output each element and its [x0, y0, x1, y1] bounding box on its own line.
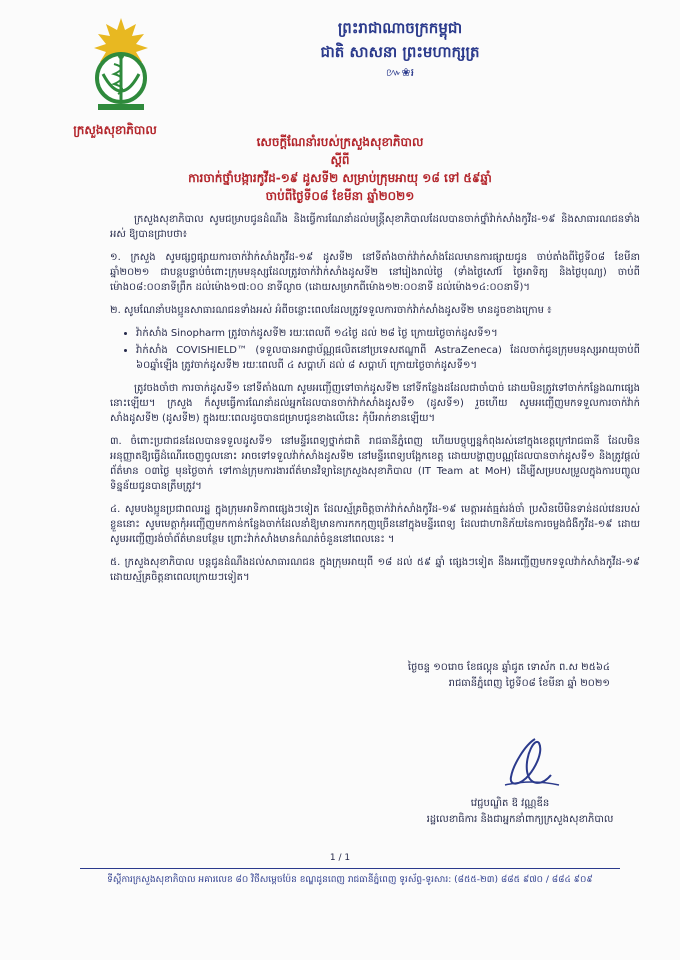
national-motto: ជាតិ សាសនា ព្រះមហាក្សត្រ: [320, 43, 480, 61]
signer-name: វេជ្ជបណ្ឌិត ឱ វណ្ណឌីន: [470, 798, 550, 809]
signer-title: រដ្ឋលេខាធិការ និងជាអ្នកនាំពាក្យក្រសួងសុខាភិបាល: [426, 814, 614, 825]
vaccine-interval-list: [110, 326, 640, 373]
list-item: • វ៉ាក់សាំង COVISHIELD™ (ទទួលបានអាជ្ញាប័ណ្ណផលិតនៅប្រទេសឥណ្ឌាពី AstraZeneca) ដែលចាក់ជូនក្រុមមនុស្សអាយុចាប់ពី ៦០ឆ្នាំឡើង ត្រូវចាក់ដូសទី២ រយៈពេលពី ៤ សប្តាហ៍ ដល់ ៨ សប្តាហ៍ ក្រោយថ្ងៃចាក់ដូសទី១។: [136, 343, 640, 373]
paragraph-2b: ត្រូវចងចាំថា ការចាក់ដូសទី១ នៅទីតាំងណា សូមអញ្ជើញទៅចាក់ដូសទី២ នៅទីកន្លែងដដែលជាចាំបាច់ ដោយមិនត្រូវទៅចាក់កន្លែងណាផ្សេងនោះឡើយ។ ក្រសួង ក៏សូមធ្វើការណែនាំដល់អ្នកដែលបានចាក់វ៉ាក់សាំងដូសទី១ (ដូសទី១) រួចហើយ សូមអញ្ជើញមកទទួលការចាក់វ៉ាក់សាំងដូសទី២ (ដូសទី២) ក្នុងរយៈពេលដូចបានជម្រាបជូនខាងលើនេះ កុំបីអាក់ខានឡើយ។: [110, 383, 640, 424]
paragraph-1: ១. ក្រសួង សូមផ្សព្វផ្សាយការចាក់វ៉ាក់សាំងកូវីដ-១៩ ដូសទី២ នៅទីតាំងចាក់វ៉ាក់សាំងដែលមានការផ្សាយជូន ចាប់តាំងពីថ្ងៃទី០៨ ខែមីនា ឆ្នាំ២០២១ ជាបន្តបន្ទាប់ចំពោះក្រុមមនុស្សដែលត្រូវចាក់វ៉ាក់សាំងដូសទី២ នៅរៀងរាល់ថ្ងៃ (ទាំងថ្ងៃសៅរ៍ ថ្ងៃអាទិត្យ និងថ្ងៃបុណ្យ) ចាប់ពីម៉ោង០៨:០០នាទីព្រឹក ដល់ម៉ោង១៧:០០ នាទីល្ងាច (ដោយសម្រាកពីម៉ោង១២:០០នាទី ដល់ម៉ោង១៤:០០នាទី)។: [110, 252, 640, 293]
footer-address: ទីស្តីការក្រសួងសុខាភិបាល អគារលេខ ៨០ វិថីសម្តេចប៉ែន ខណ្ឌដូនពេញ រាជធានីភ្នំពេញ ទូរស័ព្ទ-ទូរសារ: (៨៥៥-២៣) ៨៨៥ ៩៧០ / ៨៨៤ ៩០៩: [107, 875, 593, 885]
document-title: សេចក្តីណែនាំរបស់ក្រសួងសុខាភិបាល: [256, 135, 424, 149]
lunar-date: ថ្ងៃចន្ទ ១០រោច ខែផល្គុន ឆ្នាំជូត ទោស័ក ព.ស ២៥៦៤: [407, 662, 610, 673]
page-number: 1 / 1: [329, 853, 351, 863]
kingdom-heading: ព្រះរាជាណាចក្រកម្ពុជា: [337, 19, 463, 37]
title-regarding: ស្តីពី: [330, 153, 350, 167]
footer-divider: [80, 868, 620, 869]
list-item: • វ៉ាក់សាំង Sinopharm ត្រូវចាក់ដូសទី២ រយៈពេលពី ១៤ថ្ងៃ ដល់ ២៨ ថ្ងៃ ក្រោយថ្ងៃចាក់ដូសទី១។: [136, 326, 640, 341]
paragraph-4: ៤. សូមបងប្អូនប្រជាពលរដ្ឋ ក្នុងក្រុមអាទិភាពផ្សេងៗទៀត ដែលស្ម័គ្រចិត្តចាក់វ៉ាក់សាំងកូវីដ-១៩ មេត្តាអត់ធ្មត់រង់ចាំ ប្រសិនបើមិនទាន់ដល់វេនរបស់ខ្លួននោះ សូមមេត្តាកុំអញ្ជើញមកកាន់កន្លែងចាក់ដែលនាំឱ្យមានការកកកុញច្រើននៅក្នុងមន្ទីរពេទ្យ ដែលជាហានិភ័យនៃការចម្លងជំងឺកូវីដ-១៩ ដោយសូមអញ្ជើញរង់ចាំព័ត៌មានបន្ថែម ព្រោះវ៉ាក់សាំងមានកំណត់ចំនួននៅពេលនេះ ។: [110, 504, 640, 545]
ministry-name: ក្រសួងសុខាភិបាល: [73, 123, 157, 137]
title-date: ចាប់ពីថ្ងៃទី០៨ ខែមីនា ឆ្នាំ២០២១: [265, 189, 415, 203]
intro-paragraph: ក្រសួងសុខាភិបាល សូមជម្រាបជូនដំណឹង និងធ្វើការណែនាំដល់មន្ត្រីសុខាភិបាលដែលបានចាក់ថ្នាំវ៉ាក់សាំងកូវីដ-១៩ និងសាធារណជនទាំងអស់ ឱ្យបានជ្រាបថា៖: [110, 214, 640, 240]
ministry-logo-icon: [78, 16, 164, 116]
title-subject: ការចាក់ថ្នាំបង្ការកូវីដ-១៩ ដូសទី២ សម្រាប់ក្រុមអាយុ ១៨ ទៅ ៥៩ឆ្នាំ: [188, 171, 492, 185]
signature-icon: [495, 735, 565, 793]
issue-date: រាជធានីភ្នំពេញ ថ្ងៃទី០៨ ខែមីនា ឆ្នាំ ២០២១: [448, 678, 610, 689]
document-body: [110, 212, 640, 593]
paragraph-2: ២. សូមណែនាំបងប្អូនសាធារណជនទាំងអស់ អំពីចន្លោះពេលដែលត្រូវទទួលការចាក់វ៉ាក់សាំងដូសទី២ មានដូចខាងក្រោម ៖: [110, 305, 552, 316]
paragraph-5: ៥. ក្រសួងសុខាភិបាល បន្តជូនដំណឹងដល់សាធារណជន ក្នុងក្រុមអាយុពី ១៨ ដល់ ៥៩ ឆ្នាំ ផ្សេងៗទៀត នឹងអញ្ជើញមកទទួលវ៉ាក់សាំងកូវីដ-១៩ ដោយស្ម័គ្រចិត្តនាពេលក្រោយៗទៀត។: [110, 557, 640, 583]
paragraph-3: ៣. ចំពោះប្រជាជនដែលបានទទួលដូសទី១ នៅមន្ទីរពេទ្យថ្នាក់ជាតិ រាជធានីភ្នំពេញ ហើយបច្ចុប្បន្នកំពុងរស់នៅក្នុងខេត្តក្រៅរាជធានី ដែលមិនអនុញ្ញាតឱ្យធ្វើដំណើរចេញចូលនោះ អាចទៅទទួលវ៉ាក់សាំងដូសទី២ នៅមន្ទីរពេទ្យបង្អែកខេត្ត ដោយបង្ហាញបណ្ណដែលបានចាក់ដូសទី១ និងត្រូវផ្តល់ព័ត៌មាន ០៣ថ្ងៃ មុនថ្ងៃចាក់ ទៅកាន់ក្រុមការងារព័ត៌មានវិទ្យានៃក្រសួងសុខាភិបាល (IT Team at MoH) ដើម្បីសម្របសម្រួលក្នុងការបញ្ចូលទិន្នន័យជូនបានត្រឹមត្រូវ។: [110, 436, 640, 492]
ornament-divider: ៚❀៛: [385, 66, 415, 79]
